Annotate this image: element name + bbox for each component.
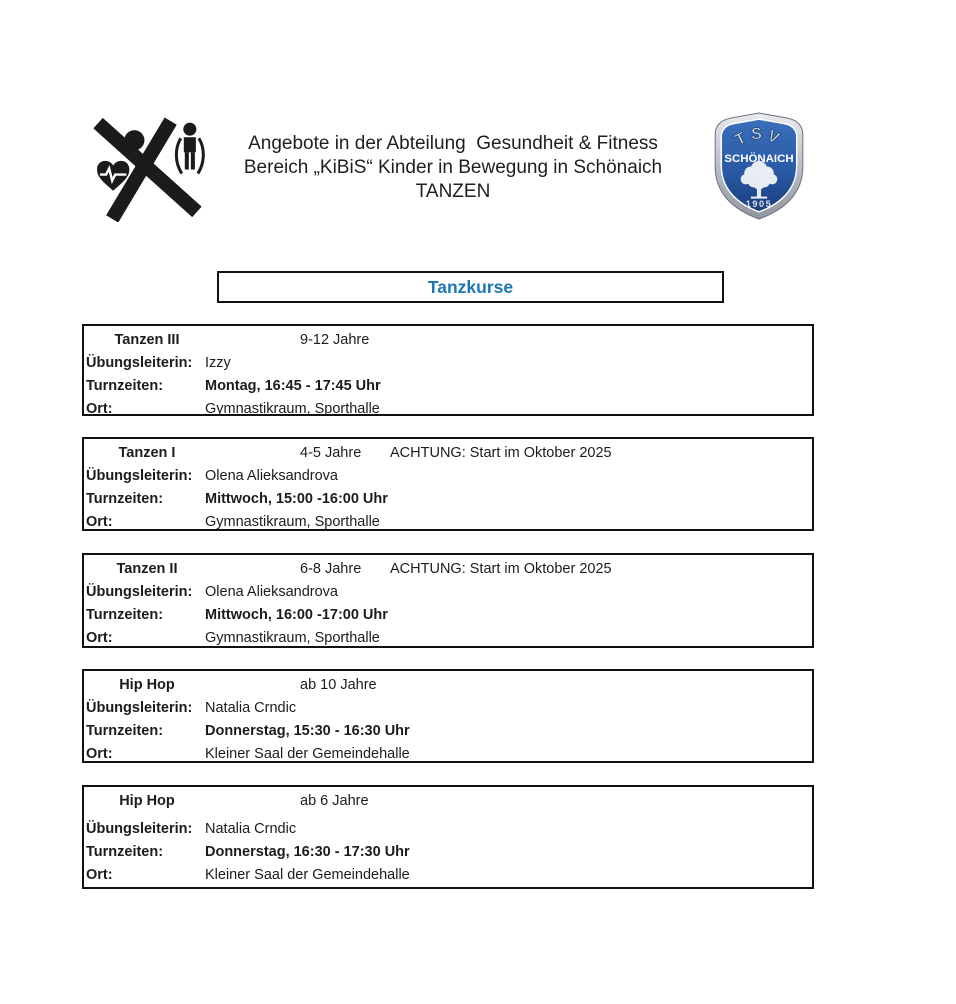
course-header-row [84,442,812,465]
course-header-row [84,329,812,352]
gymnast-heart-pictogram-icon [90,114,208,222]
times-label: Turnzeiten: [86,378,164,394]
location-label: Ort: [86,630,113,646]
badge-year: 1905 [745,198,773,209]
location-row [84,864,812,887]
times-row [84,720,812,743]
location-label: Ort: [86,867,113,883]
leader-value: Olena Alieksandrova [205,468,338,484]
page-title [207,132,699,204]
times-value: Mittwoch, 15:00 -16:00 Uhr [205,491,388,507]
leader-row [84,697,812,720]
times-label: Turnzeiten: [86,723,164,739]
leader-value: Natalia Crndic [205,700,297,716]
times-value: Montag, 16:45 - 17:45 Uhr [205,378,381,394]
location-value: Gymnastikraum, Sporthalle [205,630,380,646]
course-title: Tanzen III [114,332,180,348]
location-value: Kleiner Saal der Gemeindehalle [205,746,410,762]
location-value: Gymnastikraum, Sporthalle [205,514,380,530]
times-value: Donnerstag, 16:30 - 17:30 Uhr [205,844,410,860]
leader-row [84,352,812,375]
course-title: Tanzen II [116,561,178,577]
times-value: Mittwoch, 16:00 -17:00 Uhr [205,607,388,623]
location-row [84,398,812,421]
location-label: Ort: [86,401,113,417]
section-title: Tanzkurse [427,276,514,297]
times-label: Turnzeiten: [86,844,164,860]
location-value: Gymnastikraum, Sporthalle [205,401,380,417]
course-box-tanzen-2 [82,553,814,648]
leader-row [84,581,812,604]
course-title: Tanzen I [118,445,176,461]
course-age: 6-8 Jahre [300,561,362,577]
course-header-row [84,790,812,818]
course-box-tanzen-3 [82,324,814,416]
times-label: Turnzeiten: [86,491,164,507]
leader-row [84,465,812,488]
leader-label: Übungsleiterin: [86,468,193,484]
leader-row [84,818,812,841]
course-title: Hip Hop [119,677,175,693]
course-box-tanzen-1 [82,437,814,531]
leader-value: Izzy [205,355,231,371]
tsv-schoenaich-badge-icon [712,112,806,220]
times-label: Turnzeiten: [86,607,164,623]
rope-skipper-icon [176,123,203,174]
course-age: 4-5 Jahre [300,445,362,461]
course-header-row [84,674,812,697]
title-line-2: Bereich „KiBiS“ Kinder in Bewegung in Schönaich [243,157,663,178]
course-box-hiphop-6 [82,785,814,889]
course-note: ACHTUNG: Start im Oktober 2025 [390,445,612,461]
location-row [84,511,812,534]
times-row [84,488,812,511]
title-line-1: Angebote in der Abteilung Gesundheit & Fitness [248,133,658,154]
section-title-box [217,271,724,303]
course-title: Hip Hop [119,793,175,809]
leader-value: Natalia Crndic [205,821,297,837]
location-label: Ort: [86,514,113,530]
location-label: Ort: [86,746,113,762]
title-line-3: TANZEN [415,181,491,202]
leader-value: Olena Alieksandrova [205,584,338,600]
location-row [84,627,812,650]
course-header-row [84,558,812,581]
times-row [84,604,812,627]
course-note: ACHTUNG: Start im Oktober 2025 [390,561,612,577]
times-row [84,375,812,398]
leader-label: Übungsleiterin: [86,584,193,600]
badge-club-name: SCHÖNAICH [724,152,790,165]
course-age: 9-12 Jahre [300,332,370,348]
leader-label: Übungsleiterin: [86,821,193,837]
badge-top-text: TSV [732,124,786,150]
times-row [84,841,812,864]
course-box-hiphop-10 [82,669,814,763]
location-row [84,743,812,766]
times-value: Donnerstag, 15:30 - 16:30 Uhr [205,723,410,739]
leader-label: Übungsleiterin: [86,700,193,716]
leader-label: Übungsleiterin: [86,355,193,371]
location-value: Kleiner Saal der Gemeindehalle [205,867,410,883]
course-age: ab 6 Jahre [300,793,369,809]
course-age: ab 10 Jahre [300,677,377,693]
